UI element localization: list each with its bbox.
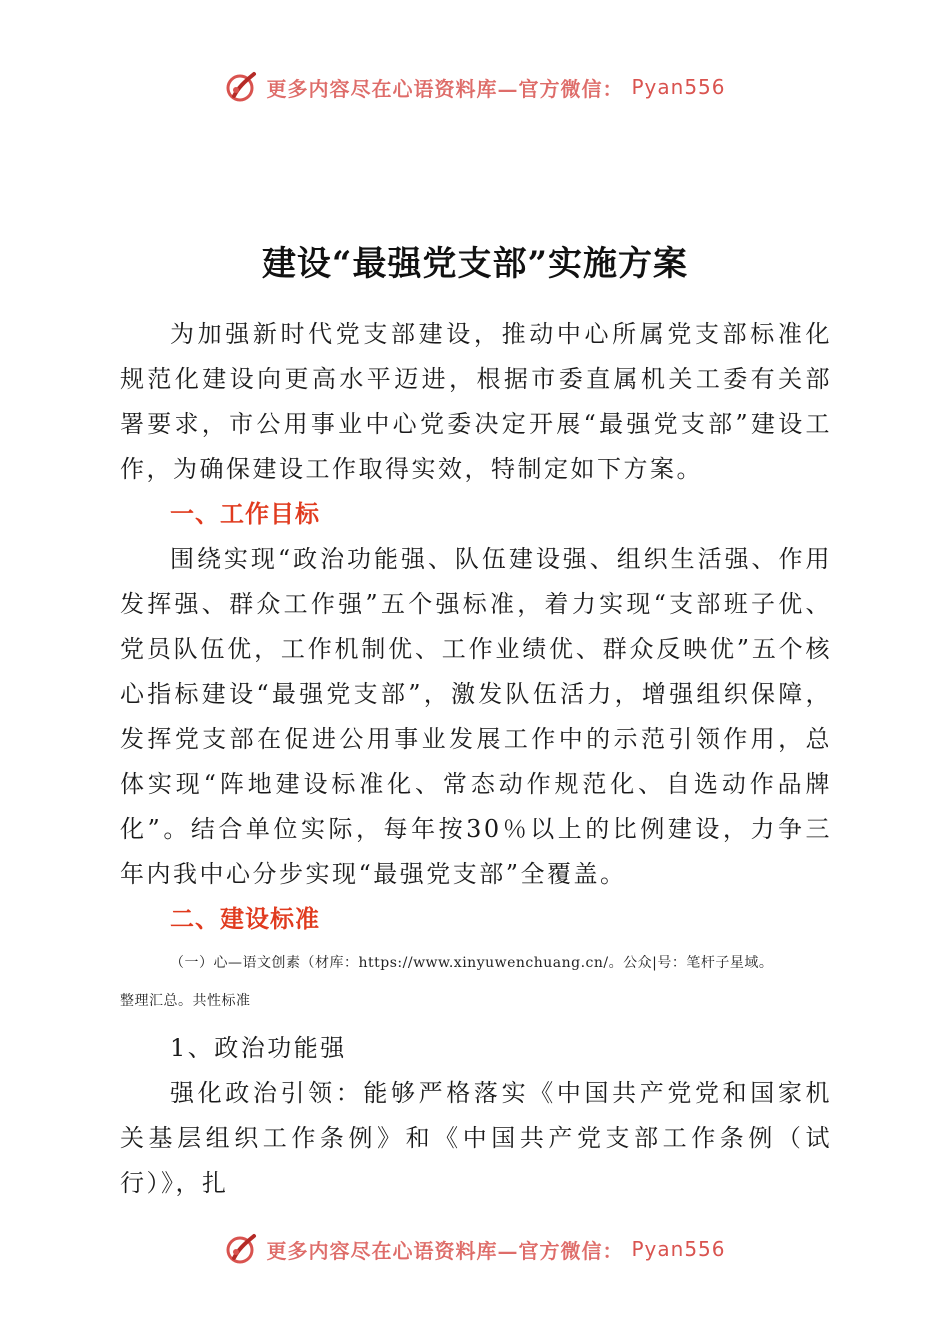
brush-logo-icon: [224, 1232, 258, 1266]
intro-paragraph: 为加强新时代党支部建设，推动中心所属党支部标准化规范化建设向更高水平迈进，根据市委直属机关工委有关部署要求，市公用事业中心党委决定开展“最强党支部”建设工作，为确保建设工作取得实效，特制定如下方案。: [120, 320, 832, 483]
watermark-wechat-id: Pyan556: [631, 1237, 726, 1261]
document-title: 建设“最强党支部”实施方案: [261, 244, 689, 284]
watermark-text: 更多内容尽在心语资料库—官方微信：: [266, 76, 624, 101]
political-function-paragraph: 强化政治引领：能够严格落实《中国共产党党和国家机关基层组织工作条例》和《中国共产党支部工作条例（试行）》，扎: [120, 1079, 832, 1197]
section-heading-standards: 二、建设标准: [170, 905, 320, 933]
subheading-political-function: 1、政治功能强: [170, 1034, 347, 1062]
goals-paragraph: 围绕实现“政治功能强、队伍建设强、组织生活强、作用发挥强、群众工作强”五个强标准，着力实现“支部班子优、党员队伍优，工作机制优、工作业绩优、群众反映优”五个核心指标建设“最强党支部”，激发队伍活力，增强组织保障，发挥党支部在促进公用事业发展工作中的示范引领作用，总体实现“阵地建设标准化、常态动作规范化、自选动作品牌化”。结合单位实际，每年按30％以上的比例建设，力争三年内我中心分步实现“最强党支部”全覆盖。: [120, 545, 832, 888]
document-body: [120, 312, 832, 1206]
watermark-wechat-id: Pyan556: [631, 75, 726, 99]
source-note-line1: （一）心—语文创素（材库：https://www.xinyuwenchuang.cn/。公众|号：笔杆子星域。: [170, 955, 774, 971]
section-heading-goals: 一、工作目标: [170, 500, 320, 528]
header-watermark: [0, 70, 950, 104]
footer-watermark: [0, 1232, 950, 1266]
brush-logo-icon: [224, 70, 258, 104]
source-note-line2: 整理汇总。共性标准: [120, 993, 251, 1009]
watermark-text: 更多内容尽在心语资料库—官方微信：: [266, 1238, 624, 1263]
